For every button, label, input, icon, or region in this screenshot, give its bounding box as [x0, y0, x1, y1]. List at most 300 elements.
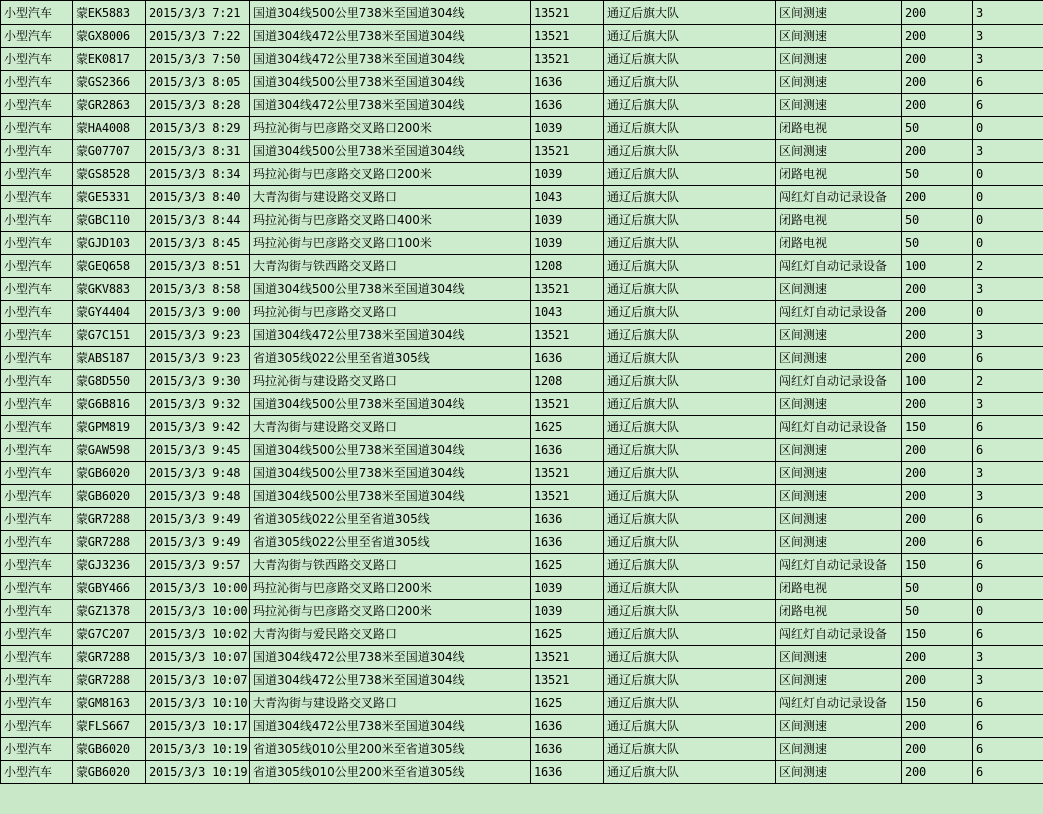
plate-number-cell[interactable]: 蒙GR7288 — [73, 669, 146, 692]
datetime-cell[interactable]: 2015/3/3 7:21 — [146, 1, 250, 25]
points-cell[interactable]: 6 — [973, 554, 1043, 577]
points-cell[interactable]: 6 — [973, 715, 1043, 738]
table-row[interactable] — [1, 761, 1043, 784]
fine-amount-cell[interactable]: 200 — [902, 278, 973, 301]
violation-code-cell[interactable]: 13521 — [531, 140, 604, 163]
location-cell[interactable]: 省道305线022公里至省道305线 — [250, 531, 531, 554]
capture-device-cell[interactable]: 区间测速 — [776, 669, 902, 692]
violation-code-cell[interactable]: 13521 — [531, 485, 604, 508]
fine-amount-cell[interactable]: 200 — [902, 94, 973, 117]
violation-code-cell[interactable]: 1636 — [531, 508, 604, 531]
department-cell[interactable]: 通辽后旗大队 — [604, 623, 776, 646]
table-row[interactable] — [1, 94, 1043, 117]
violation-code-cell[interactable]: 13521 — [531, 324, 604, 347]
datetime-cell[interactable]: 2015/3/3 8:29 — [146, 117, 250, 140]
plate-number-cell[interactable]: 蒙G07707 — [73, 140, 146, 163]
capture-device-cell[interactable]: 区间测速 — [776, 1, 902, 25]
table-row[interactable] — [1, 347, 1043, 370]
department-cell[interactable]: 通辽后旗大队 — [604, 393, 776, 416]
capture-device-cell[interactable]: 闯红灯自动记录设备 — [776, 554, 902, 577]
fine-amount-cell[interactable]: 200 — [902, 646, 973, 669]
location-cell[interactable]: 国道304线472公里738米至国道304线 — [250, 94, 531, 117]
location-cell[interactable]: 玛拉沁街与巴彦路交叉路口200米 — [250, 600, 531, 623]
plate-number-cell[interactable]: 蒙FLS667 — [73, 715, 146, 738]
vehicle-type-cell[interactable]: 小型汽车 — [1, 255, 73, 278]
location-cell[interactable]: 国道304线472公里738米至国道304线 — [250, 669, 531, 692]
location-cell[interactable]: 玛拉沁街与巴彦路交叉路口200米 — [250, 163, 531, 186]
department-cell[interactable]: 通辽后旗大队 — [604, 439, 776, 462]
table-row[interactable] — [1, 232, 1043, 255]
department-cell[interactable]: 通辽后旗大队 — [604, 163, 776, 186]
department-cell[interactable]: 通辽后旗大队 — [604, 347, 776, 370]
fine-amount-cell[interactable]: 200 — [902, 715, 973, 738]
plate-number-cell[interactable]: 蒙GAW598 — [73, 439, 146, 462]
points-cell[interactable]: 3 — [973, 140, 1043, 163]
fine-amount-cell[interactable]: 200 — [902, 301, 973, 324]
table-row[interactable] — [1, 715, 1043, 738]
vehicle-type-cell[interactable]: 小型汽车 — [1, 600, 73, 623]
department-cell[interactable]: 通辽后旗大队 — [604, 186, 776, 209]
location-cell[interactable]: 省道305线022公里至省道305线 — [250, 347, 531, 370]
table-row[interactable] — [1, 163, 1043, 186]
plate-number-cell[interactable]: 蒙GR7288 — [73, 646, 146, 669]
department-cell[interactable]: 通辽后旗大队 — [604, 646, 776, 669]
points-cell[interactable]: 6 — [973, 531, 1043, 554]
location-cell[interactable]: 国道304线500公里738米至国道304线 — [250, 71, 531, 94]
capture-device-cell[interactable]: 区间测速 — [776, 324, 902, 347]
fine-amount-cell[interactable]: 200 — [902, 508, 973, 531]
vehicle-type-cell[interactable]: 小型汽车 — [1, 761, 73, 784]
location-cell[interactable]: 国道304线472公里738米至国道304线 — [250, 48, 531, 71]
department-cell[interactable]: 通辽后旗大队 — [604, 140, 776, 163]
location-cell[interactable]: 国道304线500公里738米至国道304线 — [250, 462, 531, 485]
violation-code-cell[interactable]: 1636 — [531, 71, 604, 94]
vehicle-type-cell[interactable]: 小型汽车 — [1, 163, 73, 186]
datetime-cell[interactable]: 2015/3/3 9:48 — [146, 485, 250, 508]
department-cell[interactable]: 通辽后旗大队 — [604, 462, 776, 485]
points-cell[interactable]: 3 — [973, 278, 1043, 301]
capture-device-cell[interactable]: 区间测速 — [776, 485, 902, 508]
plate-number-cell[interactable]: 蒙GX8006 — [73, 25, 146, 48]
fine-amount-cell[interactable]: 50 — [902, 600, 973, 623]
fine-amount-cell[interactable]: 200 — [902, 485, 973, 508]
location-cell[interactable]: 国道304线500公里738米至国道304线 — [250, 393, 531, 416]
vehicle-type-cell[interactable]: 小型汽车 — [1, 485, 73, 508]
department-cell[interactable]: 通辽后旗大队 — [604, 48, 776, 71]
table-row[interactable] — [1, 1, 1043, 25]
vehicle-type-cell[interactable]: 小型汽车 — [1, 117, 73, 140]
violation-code-cell[interactable]: 13521 — [531, 48, 604, 71]
fine-amount-cell[interactable]: 200 — [902, 186, 973, 209]
violation-code-cell[interactable]: 1208 — [531, 255, 604, 278]
department-cell[interactable]: 通辽后旗大队 — [604, 600, 776, 623]
fine-amount-cell[interactable]: 200 — [902, 531, 973, 554]
violation-code-cell[interactable]: 1636 — [531, 439, 604, 462]
datetime-cell[interactable]: 2015/3/3 8:28 — [146, 94, 250, 117]
violation-code-cell[interactable]: 13521 — [531, 278, 604, 301]
violation-code-cell[interactable]: 1039 — [531, 117, 604, 140]
datetime-cell[interactable]: 2015/3/3 10:07 — [146, 669, 250, 692]
violation-code-cell[interactable]: 1039 — [531, 232, 604, 255]
plate-number-cell[interactable]: 蒙GPM819 — [73, 416, 146, 439]
table-row[interactable] — [1, 531, 1043, 554]
department-cell[interactable]: 通辽后旗大队 — [604, 669, 776, 692]
fine-amount-cell[interactable]: 50 — [902, 163, 973, 186]
vehicle-type-cell[interactable]: 小型汽车 — [1, 669, 73, 692]
table-row[interactable] — [1, 209, 1043, 232]
datetime-cell[interactable]: 2015/3/3 9:49 — [146, 531, 250, 554]
location-cell[interactable]: 国道304线472公里738米至国道304线 — [250, 25, 531, 48]
capture-device-cell[interactable]: 区间测速 — [776, 531, 902, 554]
capture-device-cell[interactable]: 闭路电视 — [776, 600, 902, 623]
capture-device-cell[interactable]: 闭路电视 — [776, 163, 902, 186]
table-row[interactable] — [1, 554, 1043, 577]
violation-code-cell[interactable]: 13521 — [531, 1, 604, 25]
violation-code-cell[interactable]: 13521 — [531, 25, 604, 48]
datetime-cell[interactable]: 2015/3/3 8:45 — [146, 232, 250, 255]
plate-number-cell[interactable]: 蒙GB6020 — [73, 462, 146, 485]
vehicle-type-cell[interactable]: 小型汽车 — [1, 94, 73, 117]
points-cell[interactable]: 3 — [973, 48, 1043, 71]
vehicle-type-cell[interactable]: 小型汽车 — [1, 738, 73, 761]
datetime-cell[interactable]: 2015/3/3 10:00 — [146, 600, 250, 623]
plate-number-cell[interactable]: 蒙GB6020 — [73, 738, 146, 761]
fine-amount-cell[interactable]: 150 — [902, 623, 973, 646]
fine-amount-cell[interactable]: 200 — [902, 761, 973, 784]
location-cell[interactable]: 大青沟街与建设路交叉路口 — [250, 416, 531, 439]
datetime-cell[interactable]: 2015/3/3 8:05 — [146, 71, 250, 94]
violation-code-cell[interactable]: 1636 — [531, 347, 604, 370]
vehicle-type-cell[interactable]: 小型汽车 — [1, 577, 73, 600]
points-cell[interactable]: 6 — [973, 71, 1043, 94]
plate-number-cell[interactable]: 蒙GR7288 — [73, 531, 146, 554]
capture-device-cell[interactable]: 闯红灯自动记录设备 — [776, 301, 902, 324]
plate-number-cell[interactable]: 蒙GJD103 — [73, 232, 146, 255]
fine-amount-cell[interactable]: 100 — [902, 370, 973, 393]
capture-device-cell[interactable]: 闭路电视 — [776, 577, 902, 600]
department-cell[interactable]: 通辽后旗大队 — [604, 94, 776, 117]
violation-code-cell[interactable]: 1039 — [531, 577, 604, 600]
capture-device-cell[interactable]: 区间测速 — [776, 48, 902, 71]
table-row[interactable] — [1, 255, 1043, 278]
fine-amount-cell[interactable]: 50 — [902, 209, 973, 232]
location-cell[interactable]: 大青沟街与铁西路交叉路口 — [250, 255, 531, 278]
plate-number-cell[interactable]: 蒙ABS187 — [73, 347, 146, 370]
fine-amount-cell[interactable]: 200 — [902, 48, 973, 71]
plate-number-cell[interactable]: 蒙G6B816 — [73, 393, 146, 416]
fine-amount-cell[interactable]: 200 — [902, 738, 973, 761]
datetime-cell[interactable]: 2015/3/3 9:42 — [146, 416, 250, 439]
points-cell[interactable]: 0 — [973, 186, 1043, 209]
vehicle-type-cell[interactable]: 小型汽车 — [1, 531, 73, 554]
datetime-cell[interactable]: 2015/3/3 9:45 — [146, 439, 250, 462]
points-cell[interactable]: 6 — [973, 692, 1043, 715]
capture-device-cell[interactable]: 区间测速 — [776, 508, 902, 531]
capture-device-cell[interactable]: 区间测速 — [776, 94, 902, 117]
plate-number-cell[interactable]: 蒙G7C151 — [73, 324, 146, 347]
plate-number-cell[interactable]: 蒙G7C207 — [73, 623, 146, 646]
location-cell[interactable]: 省道305线022公里至省道305线 — [250, 508, 531, 531]
violation-code-cell[interactable]: 1636 — [531, 715, 604, 738]
vehicle-type-cell[interactable]: 小型汽车 — [1, 140, 73, 163]
department-cell[interactable]: 通辽后旗大队 — [604, 324, 776, 347]
plate-number-cell[interactable]: 蒙GBC110 — [73, 209, 146, 232]
datetime-cell[interactable]: 2015/3/3 10:19 — [146, 761, 250, 784]
plate-number-cell[interactable]: 蒙HA4008 — [73, 117, 146, 140]
department-cell[interactable]: 通辽后旗大队 — [604, 715, 776, 738]
datetime-cell[interactable]: 2015/3/3 8:40 — [146, 186, 250, 209]
capture-device-cell[interactable]: 区间测速 — [776, 462, 902, 485]
department-cell[interactable]: 通辽后旗大队 — [604, 232, 776, 255]
capture-device-cell[interactable]: 区间测速 — [776, 71, 902, 94]
fine-amount-cell[interactable]: 50 — [902, 577, 973, 600]
points-cell[interactable]: 3 — [973, 646, 1043, 669]
department-cell[interactable]: 通辽后旗大队 — [604, 531, 776, 554]
datetime-cell[interactable]: 2015/3/3 7:22 — [146, 25, 250, 48]
fine-amount-cell[interactable]: 150 — [902, 416, 973, 439]
location-cell[interactable]: 大青沟街与铁西路交叉路口 — [250, 554, 531, 577]
points-cell[interactable]: 6 — [973, 738, 1043, 761]
vehicle-type-cell[interactable]: 小型汽车 — [1, 71, 73, 94]
plate-number-cell[interactable]: 蒙GKV883 — [73, 278, 146, 301]
vehicle-type-cell[interactable]: 小型汽车 — [1, 439, 73, 462]
capture-device-cell[interactable]: 闯红灯自动记录设备 — [776, 255, 902, 278]
plate-number-cell[interactable]: 蒙GZ1378 — [73, 600, 146, 623]
points-cell[interactable]: 0 — [973, 209, 1043, 232]
location-cell[interactable]: 玛拉沁街与巴彦路交叉路口 — [250, 301, 531, 324]
department-cell[interactable]: 通辽后旗大队 — [604, 554, 776, 577]
capture-device-cell[interactable]: 区间测速 — [776, 646, 902, 669]
table-row[interactable] — [1, 140, 1043, 163]
vehicle-type-cell[interactable]: 小型汽车 — [1, 416, 73, 439]
location-cell[interactable]: 国道304线472公里738米至国道304线 — [250, 715, 531, 738]
location-cell[interactable]: 国道304线500公里738米至国道304线 — [250, 1, 531, 25]
fine-amount-cell[interactable]: 50 — [902, 117, 973, 140]
fine-amount-cell[interactable]: 200 — [902, 25, 973, 48]
vehicle-type-cell[interactable]: 小型汽车 — [1, 48, 73, 71]
violation-code-cell[interactable]: 1039 — [531, 163, 604, 186]
points-cell[interactable]: 6 — [973, 94, 1043, 117]
points-cell[interactable]: 6 — [973, 761, 1043, 784]
table-row[interactable] — [1, 738, 1043, 761]
datetime-cell[interactable]: 2015/3/3 9:48 — [146, 462, 250, 485]
points-cell[interactable]: 6 — [973, 623, 1043, 646]
vehicle-type-cell[interactable]: 小型汽车 — [1, 186, 73, 209]
capture-device-cell[interactable]: 闯红灯自动记录设备 — [776, 416, 902, 439]
fine-amount-cell[interactable]: 200 — [902, 462, 973, 485]
vehicle-type-cell[interactable]: 小型汽车 — [1, 462, 73, 485]
department-cell[interactable]: 通辽后旗大队 — [604, 1, 776, 25]
datetime-cell[interactable]: 2015/3/3 9:00 — [146, 301, 250, 324]
plate-number-cell[interactable]: 蒙GB6020 — [73, 485, 146, 508]
capture-device-cell[interactable]: 区间测速 — [776, 738, 902, 761]
datetime-cell[interactable]: 2015/3/3 9:23 — [146, 347, 250, 370]
location-cell[interactable]: 国道304线500公里738米至国道304线 — [250, 278, 531, 301]
table-row[interactable] — [1, 646, 1043, 669]
location-cell[interactable]: 玛拉沁街与建设路交叉路口 — [250, 370, 531, 393]
fine-amount-cell[interactable]: 200 — [902, 439, 973, 462]
table-row[interactable] — [1, 25, 1043, 48]
location-cell[interactable]: 省道305线010公里200米至省道305线 — [250, 738, 531, 761]
points-cell[interactable]: 2 — [973, 255, 1043, 278]
fine-amount-cell[interactable]: 200 — [902, 1, 973, 25]
table-row[interactable] — [1, 416, 1043, 439]
table-row[interactable] — [1, 117, 1043, 140]
capture-device-cell[interactable]: 闭路电视 — [776, 232, 902, 255]
capture-device-cell[interactable]: 区间测速 — [776, 393, 902, 416]
points-cell[interactable]: 3 — [973, 324, 1043, 347]
violation-code-cell[interactable]: 1039 — [531, 209, 604, 232]
vehicle-type-cell[interactable]: 小型汽车 — [1, 232, 73, 255]
fine-amount-cell[interactable]: 200 — [902, 140, 973, 163]
plate-number-cell[interactable]: 蒙GR2863 — [73, 94, 146, 117]
capture-device-cell[interactable]: 区间测速 — [776, 761, 902, 784]
violation-code-cell[interactable]: 13521 — [531, 393, 604, 416]
datetime-cell[interactable]: 2015/3/3 9:23 — [146, 324, 250, 347]
department-cell[interactable]: 通辽后旗大队 — [604, 301, 776, 324]
points-cell[interactable]: 0 — [973, 301, 1043, 324]
points-cell[interactable]: 6 — [973, 416, 1043, 439]
location-cell[interactable]: 玛拉沁街与巴彦路交叉路口400米 — [250, 209, 531, 232]
location-cell[interactable]: 国道304线500公里738米至国道304线 — [250, 439, 531, 462]
department-cell[interactable]: 通辽后旗大队 — [604, 416, 776, 439]
points-cell[interactable]: 0 — [973, 163, 1043, 186]
vehicle-type-cell[interactable]: 小型汽车 — [1, 623, 73, 646]
fine-amount-cell[interactable]: 200 — [902, 347, 973, 370]
department-cell[interactable]: 通辽后旗大队 — [604, 692, 776, 715]
datetime-cell[interactable]: 2015/3/3 10:17 — [146, 715, 250, 738]
vehicle-type-cell[interactable]: 小型汽车 — [1, 209, 73, 232]
capture-device-cell[interactable]: 区间测速 — [776, 140, 902, 163]
vehicle-type-cell[interactable]: 小型汽车 — [1, 508, 73, 531]
capture-device-cell[interactable]: 闭路电视 — [776, 209, 902, 232]
points-cell[interactable]: 0 — [973, 577, 1043, 600]
violation-code-cell[interactable]: 1625 — [531, 623, 604, 646]
location-cell[interactable]: 国道304线500公里738米至国道304线 — [250, 485, 531, 508]
table-row[interactable] — [1, 600, 1043, 623]
location-cell[interactable]: 玛拉沁街与巴彦路交叉路口100米 — [250, 232, 531, 255]
plate-number-cell[interactable]: 蒙GEQ658 — [73, 255, 146, 278]
points-cell[interactable]: 6 — [973, 439, 1043, 462]
violation-code-cell[interactable]: 1043 — [531, 186, 604, 209]
points-cell[interactable]: 3 — [973, 393, 1043, 416]
fine-amount-cell[interactable]: 200 — [902, 324, 973, 347]
datetime-cell[interactable]: 2015/3/3 8:44 — [146, 209, 250, 232]
violation-code-cell[interactable]: 1636 — [531, 94, 604, 117]
table-row[interactable] — [1, 439, 1043, 462]
points-cell[interactable]: 0 — [973, 117, 1043, 140]
capture-device-cell[interactable]: 区间测速 — [776, 25, 902, 48]
plate-number-cell[interactable]: 蒙G8D550 — [73, 370, 146, 393]
fine-amount-cell[interactable]: 150 — [902, 692, 973, 715]
location-cell[interactable]: 玛拉沁街与巴彦路交叉路口200米 — [250, 117, 531, 140]
points-cell[interactable]: 3 — [973, 25, 1043, 48]
plate-number-cell[interactable]: 蒙EK5883 — [73, 1, 146, 25]
vehicle-type-cell[interactable]: 小型汽车 — [1, 347, 73, 370]
datetime-cell[interactable]: 2015/3/3 10:02 — [146, 623, 250, 646]
location-cell[interactable]: 大青沟街与爱民路交叉路口 — [250, 623, 531, 646]
datetime-cell[interactable]: 2015/3/3 9:49 — [146, 508, 250, 531]
capture-device-cell[interactable]: 区间测速 — [776, 347, 902, 370]
points-cell[interactable]: 3 — [973, 1, 1043, 25]
table-row[interactable] — [1, 186, 1043, 209]
table-row[interactable] — [1, 370, 1043, 393]
datetime-cell[interactable]: 2015/3/3 8:31 — [146, 140, 250, 163]
location-cell[interactable]: 玛拉沁街与巴彦路交叉路口200米 — [250, 577, 531, 600]
table-row[interactable] — [1, 508, 1043, 531]
datetime-cell[interactable]: 2015/3/3 10:19 — [146, 738, 250, 761]
points-cell[interactable]: 6 — [973, 508, 1043, 531]
vehicle-type-cell[interactable]: 小型汽车 — [1, 301, 73, 324]
violation-code-cell[interactable]: 1636 — [531, 738, 604, 761]
location-cell[interactable]: 大青沟街与建设路交叉路口 — [250, 186, 531, 209]
violation-code-cell[interactable]: 1625 — [531, 554, 604, 577]
location-cell[interactable]: 国道304线472公里738米至国道304线 — [250, 646, 531, 669]
datetime-cell[interactable]: 2015/3/3 9:57 — [146, 554, 250, 577]
table-row[interactable] — [1, 623, 1043, 646]
table-row[interactable] — [1, 71, 1043, 94]
violation-code-cell[interactable]: 1625 — [531, 692, 604, 715]
department-cell[interactable]: 通辽后旗大队 — [604, 209, 776, 232]
plate-number-cell[interactable]: 蒙GB6020 — [73, 761, 146, 784]
vehicle-type-cell[interactable]: 小型汽车 — [1, 646, 73, 669]
table-row[interactable] — [1, 393, 1043, 416]
points-cell[interactable]: 0 — [973, 232, 1043, 255]
plate-number-cell[interactable]: 蒙GBY466 — [73, 577, 146, 600]
vehicle-type-cell[interactable]: 小型汽车 — [1, 278, 73, 301]
fine-amount-cell[interactable]: 200 — [902, 71, 973, 94]
fine-amount-cell[interactable]: 150 — [902, 554, 973, 577]
points-cell[interactable]: 3 — [973, 462, 1043, 485]
datetime-cell[interactable]: 2015/3/3 10:07 — [146, 646, 250, 669]
datetime-cell[interactable]: 2015/3/3 8:34 — [146, 163, 250, 186]
vehicle-type-cell[interactable]: 小型汽车 — [1, 1, 73, 25]
table-row[interactable] — [1, 669, 1043, 692]
datetime-cell[interactable]: 2015/3/3 9:30 — [146, 370, 250, 393]
table-row[interactable] — [1, 577, 1043, 600]
table-row[interactable] — [1, 48, 1043, 71]
vehicle-type-cell[interactable]: 小型汽车 — [1, 324, 73, 347]
table-row[interactable] — [1, 324, 1043, 347]
violation-code-cell[interactable]: 13521 — [531, 669, 604, 692]
datetime-cell[interactable]: 2015/3/3 10:10 — [146, 692, 250, 715]
capture-device-cell[interactable]: 区间测速 — [776, 715, 902, 738]
location-cell[interactable]: 国道304线500公里738米至国道304线 — [250, 140, 531, 163]
department-cell[interactable]: 通辽后旗大队 — [604, 278, 776, 301]
capture-device-cell[interactable]: 闯红灯自动记录设备 — [776, 623, 902, 646]
location-cell[interactable]: 省道305线010公里200米至省道305线 — [250, 761, 531, 784]
datetime-cell[interactable]: 2015/3/3 8:58 — [146, 278, 250, 301]
vehicle-type-cell[interactable]: 小型汽车 — [1, 554, 73, 577]
plate-number-cell[interactable]: 蒙GS8528 — [73, 163, 146, 186]
points-cell[interactable]: 6 — [973, 347, 1043, 370]
vehicle-type-cell[interactable]: 小型汽车 — [1, 370, 73, 393]
violation-code-cell[interactable]: 1636 — [531, 531, 604, 554]
fine-amount-cell[interactable]: 100 — [902, 255, 973, 278]
table-row[interactable] — [1, 278, 1043, 301]
department-cell[interactable]: 通辽后旗大队 — [604, 577, 776, 600]
datetime-cell[interactable]: 2015/3/3 10:00 — [146, 577, 250, 600]
table-row[interactable] — [1, 462, 1043, 485]
location-cell[interactable]: 国道304线472公里738米至国道304线 — [250, 324, 531, 347]
department-cell[interactable]: 通辽后旗大队 — [604, 71, 776, 94]
violation-code-cell[interactable]: 1039 — [531, 600, 604, 623]
department-cell[interactable]: 通辽后旗大队 — [604, 761, 776, 784]
fine-amount-cell[interactable]: 200 — [902, 393, 973, 416]
points-cell[interactable]: 3 — [973, 669, 1043, 692]
department-cell[interactable]: 通辽后旗大队 — [604, 117, 776, 140]
datetime-cell[interactable]: 2015/3/3 7:50 — [146, 48, 250, 71]
